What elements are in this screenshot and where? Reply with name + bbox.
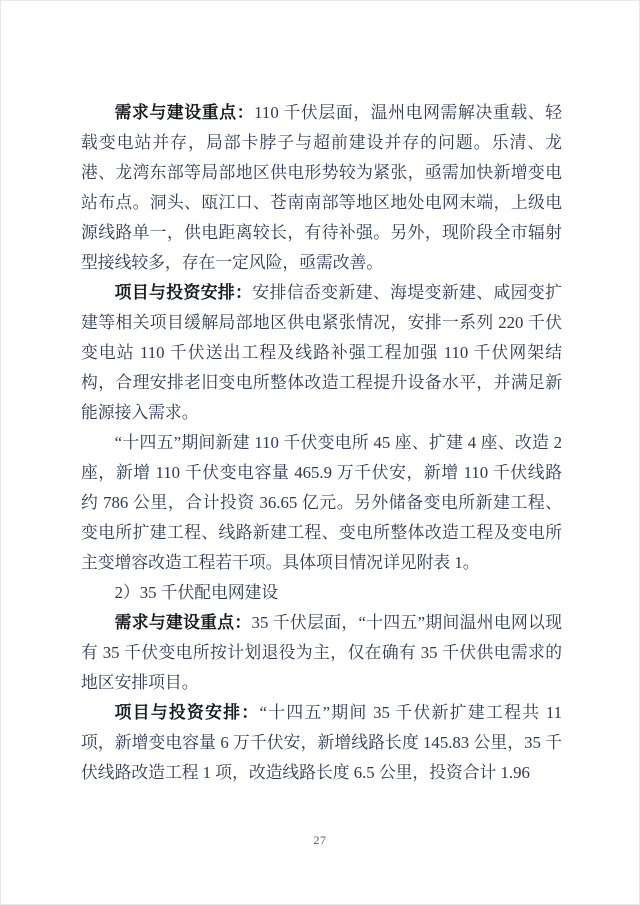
page-footer	[1, 831, 639, 849]
paragraph-lead: 项目与投资安排：	[114, 703, 260, 722]
heading-35kv-section	[81, 578, 562, 608]
paragraph-35kv-needs	[81, 608, 562, 698]
paragraph-lead: 项目与投资安排：	[114, 283, 253, 302]
paragraph-110kv-needs	[81, 98, 562, 278]
page-number: 27	[313, 833, 327, 847]
page-text-block	[81, 98, 562, 788]
paragraph-text: “十四五”期间新建 110 千伏变电所 45 座、扩建 4 座、改造 2 座，新增 110 千伏变电容量 465.9 万千伏安，新增 110 千伏线路约 786 公里，合计投资 36.65 亿元。另外储备变电所新建工程、变电所扩建工程、线路新建工程、变电所整体改造工程及变电所主变增容改造工程若干项。具体项目情况详见附表 1。	[81, 433, 562, 572]
paragraph-lead: 需求与建设重点：	[114, 613, 252, 632]
paragraph-110kv-projects	[81, 278, 562, 428]
paragraph-text: 35 千伏层面，“十四五”期间温州电网以现有 35 千伏变电所按计划退役为主，仅在确有 35 千伏供电需求的地区安排项目。	[81, 613, 562, 692]
paragraph-35kv-projects	[81, 698, 562, 788]
paragraph-110kv-summary	[81, 428, 562, 578]
paragraph-text: “十四五”期间 35 千伏新扩建工程共 11 项，新增变电容量 6 万千伏安，新增线路长度 145.83 公里，35 千伏线路改造工程 1 项，改造线路长度 6.5 公里，投资合计 1.96	[81, 703, 562, 782]
paragraph-text: 2）35 千伏配电网建设	[114, 583, 279, 602]
paragraph-lead: 需求与建设重点：	[114, 103, 255, 122]
paragraph-text: 110 千伏层面，温州电网需解决重载、轻载变电站并存，局部卡脖子与超前建设并存的问题。乐清、龙港、龙湾东部等局部地区供电形势较为紧张，亟需加快新增变电站布点。洞头、瓯江口、苍南南部等地区地处电网末端，上级电源线路单一，供电距离较长，有待补强。另外，现阶段全市辐射型接线较多，存在一定风险，亟需改善。	[81, 103, 562, 272]
paragraph-text: 安排信岙变新建、海堤变新建、咸园变扩建等相关项目缓解局部地区供电紧张情况，安排一系列 220 千伏变电站 110 千伏送出工程及线路补强工程加强 110 千伏网架结构，合理安排老旧变电所整体改造工程提升设备水平，并满足新能源接入需求。	[81, 283, 562, 422]
